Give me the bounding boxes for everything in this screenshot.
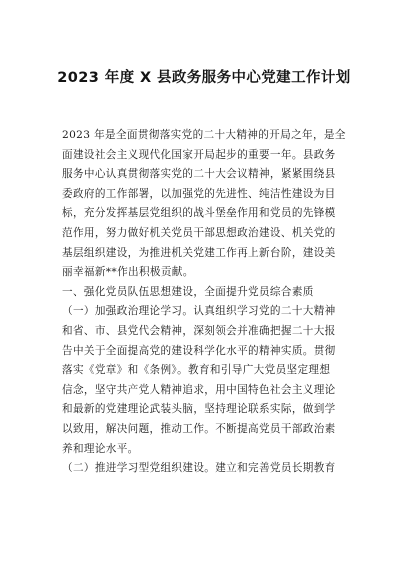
document-body <box>62 126 354 479</box>
paragraph-line: 面建设社会主义现代化国家开局起步的重要一年。县政务 <box>62 148 336 161</box>
paragraph-line: 告中关于全面提高党的建设科学化水平的精神实质。贯彻 <box>62 344 336 357</box>
paragraph-line: 养和理论水平。 <box>62 442 139 455</box>
subsection-line: （二）推进学习型党组织建设。建立和完善党员长期教育 <box>62 462 336 475</box>
paragraph-line: 委政府的工作部署，以加强党的先进性、纯洁性建设为目 <box>62 187 336 200</box>
paragraph-line: 丽幸福新**作出积极贡献。 <box>62 266 194 279</box>
paragraph-line: 标，充分发挥基层党组织的战斗堡垒作用和党员的先锋模 <box>62 207 336 220</box>
paragraph-line: 信念，坚守共产党人精神追求，用中国特色社会主义理论 <box>62 383 336 396</box>
document-title: 2023 年度 X 县政务服务中心党建工作计划 <box>57 70 351 86</box>
paragraph-line: 落实《党章》和《条例》。教育和引导广大党员坚定理想 <box>62 364 331 377</box>
paragraph-line: 和最新的党建理论武装头脑，坚持理论联系实际，做到学 <box>62 403 336 416</box>
paragraph-line: 服务中心认真贯彻落实党的二十大会议精神，紧紧围绕县 <box>62 168 336 181</box>
paragraph-line: 基层组织建设，为推进机关党建工作再上新台阶，建设美 <box>62 246 336 259</box>
paragraph-line: 以致用，解决问题，推动工作。不断提高党员干部政治素 <box>62 422 336 435</box>
section-heading: 一、强化党员队伍思想建设，全面提升党员综合素质 <box>62 285 314 298</box>
paragraph-line: 范作用，努力做好机关党员干部思想政治建设、机关党的 <box>62 226 336 239</box>
subsection-line: （一）加强政治理论学习。认真组织学习党的二十大精神 <box>62 305 336 318</box>
paragraph-line: 2023 年是全面贯彻落实党的二十大精神的开局之年，是全 <box>62 129 346 141</box>
paragraph-line: 和省、市、县党代会精神，深刻领会并准确把握二十大报 <box>62 324 336 337</box>
